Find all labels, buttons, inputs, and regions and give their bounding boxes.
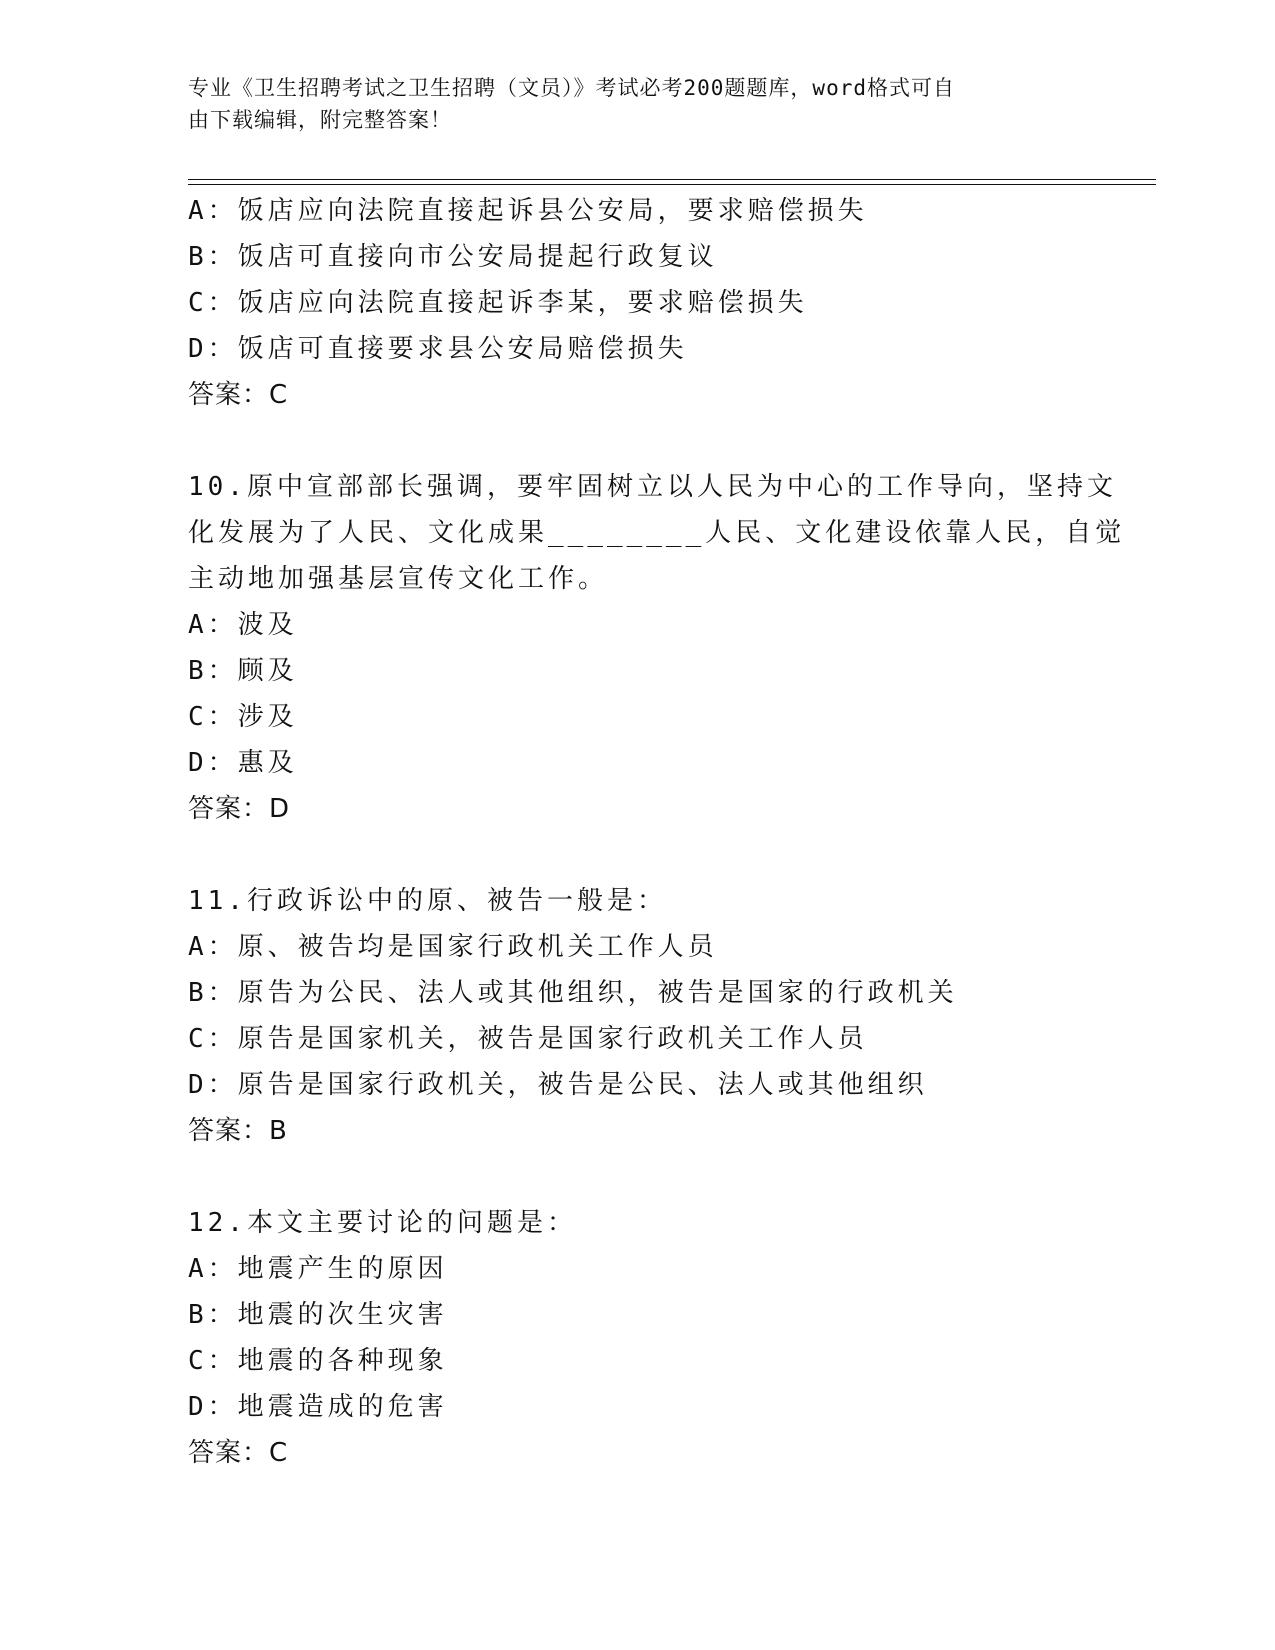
header-line-2: 由下载编辑，附完整答案！ [188,108,452,132]
spacer [188,832,1088,878]
option-a: A：饭店应向法院直接起诉县公安局，要求赔偿损失 [188,196,868,226]
option-d: D：惠及 [188,748,298,778]
option-b: B：原告为公民、法人或其他组织，被告是国家的行政机关 [188,978,958,1008]
document-header [188,72,1068,136]
option-c: C：饭店应向法院直接起诉李某，要求赔偿损失 [188,288,808,318]
header-divider-bottom [188,184,1156,185]
option-c: C：涉及 [188,702,298,732]
answer: 答案：C [188,380,289,410]
question-text: 12.本文主要讨论的问题是： [188,1208,577,1238]
option-b: B：饭店可直接向市公安局提起行政复议 [188,242,718,272]
question-list [188,188,1126,1476]
option-d: D：地震造成的危害 [188,1392,448,1422]
answer: 答案：B [188,1116,288,1146]
option-d: D：原告是国家行政机关，被告是公民、法人或其他组织 [188,1070,928,1100]
answer: 答案：D [188,794,291,824]
option-c: C：原告是国家机关，被告是国家行政机关工作人员 [188,1024,868,1054]
question-text-line-2 [188,510,1126,556]
question-text-after-blank: 人民、文化建设依靠人民，自觉 [705,518,1126,548]
fill-in-blank: ________ [548,518,706,548]
header-line-1: 专业《卫生招聘考试之卫生招聘（文员）》考试必考200题题库，word格式可自 [188,76,955,100]
question-10 [188,464,1126,832]
option-a: A：地震产生的原因 [188,1254,448,1284]
question-12 [188,1200,1088,1476]
spacer [188,418,1088,464]
question-11 [188,878,1088,1154]
question-text-line-1: 10.原中宣部部长强调，要牢固树立以人民为中心的工作导向，坚持文 [188,472,1117,502]
question-text-before-blank: 化发展为了人民、文化成果 [188,518,549,548]
question-text-line-3: 主动地加强基层宣传文化工作。 [188,564,609,594]
option-a: A：原、被告均是国家行政机关工作人员 [188,932,718,962]
header-divider-top [188,179,1156,180]
question-text: 11.行政诉讼中的原、被告一般是： [188,886,667,916]
option-b: B：地震的次生灾害 [188,1300,448,1330]
option-b: B：顾及 [188,656,298,686]
option-a: A：波及 [188,610,298,640]
spacer [188,1154,1088,1200]
answer: 答案：C [188,1438,289,1468]
option-d: D：饭店可直接要求县公安局赔偿损失 [188,334,688,364]
question-9 [188,188,1088,418]
option-c: C：地震的各种现象 [188,1346,448,1376]
